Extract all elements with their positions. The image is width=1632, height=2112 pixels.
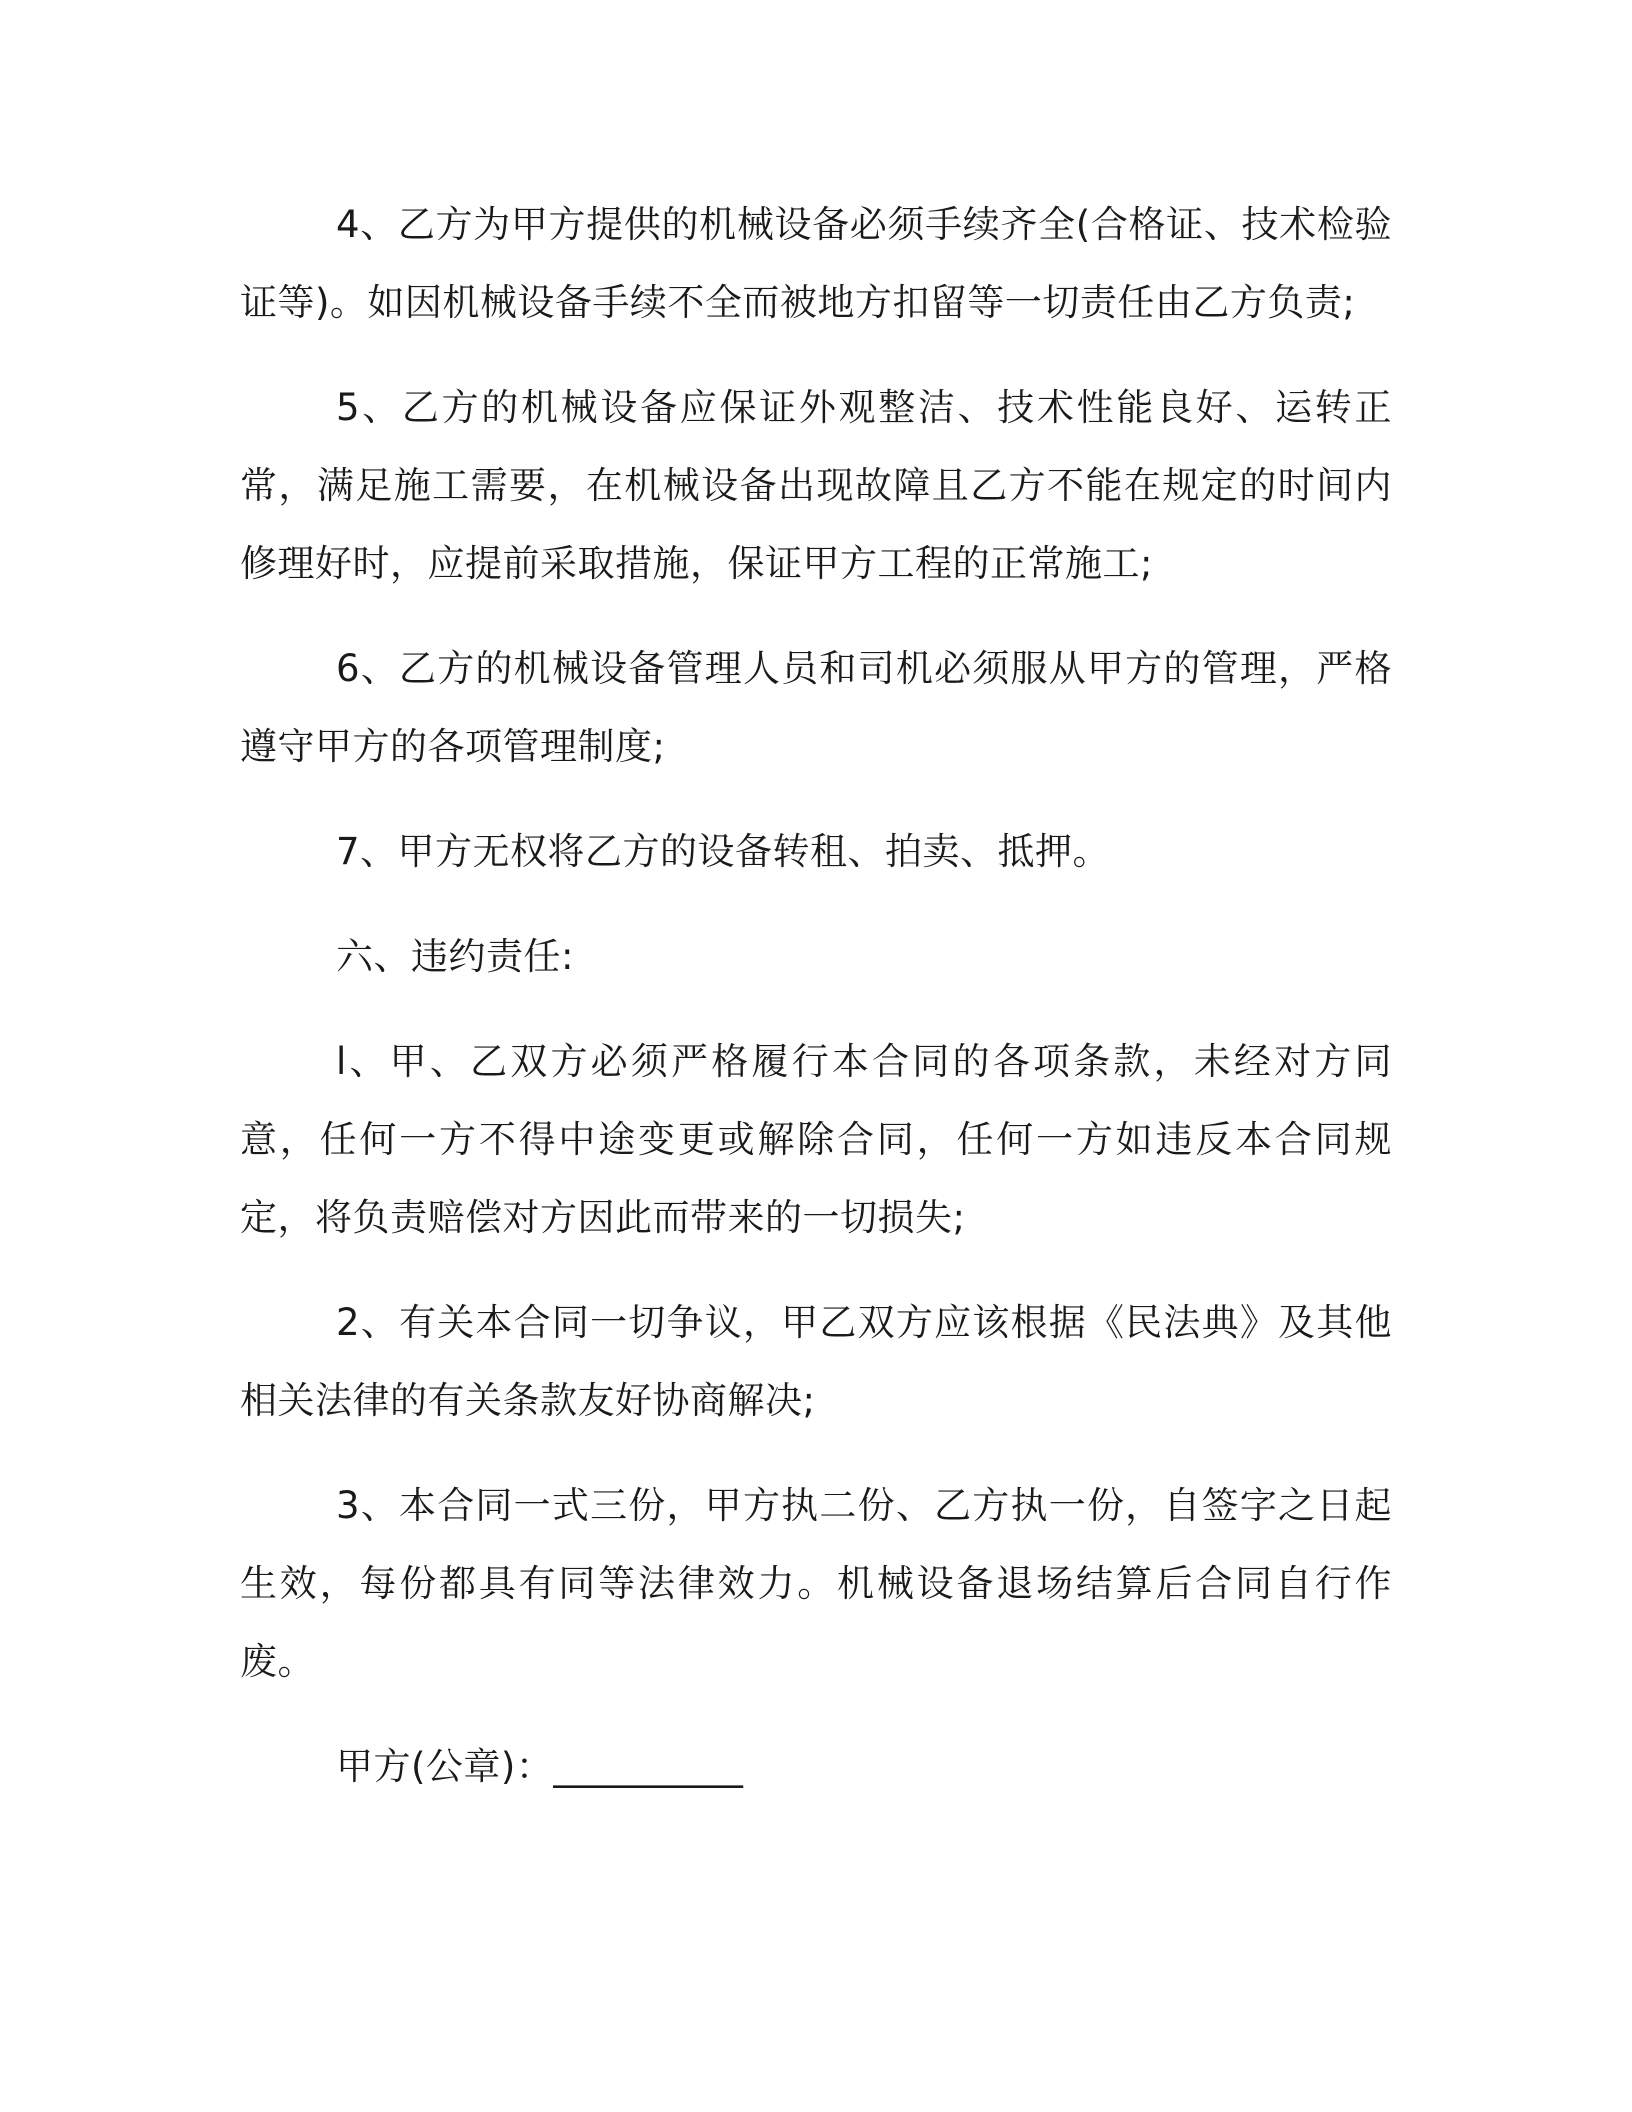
clause-4-equipment-documents: 4、乙方为甲方提供的机械设备必须手续齐全(合格证、技术检验证等)。如因机械设备手续不全而被地方扣留等一切责任由乙方负责; (240, 203, 1392, 324)
clause-2-disputes: 2、有关本合同一切争议，甲乙双方应该根据《民法典》及其他相关法律的有关条款友好协商解决; (240, 1301, 1392, 1422)
clause-1-performance: l、甲、乙双方必须严格履行本合同的各项条款，未经对方同意，任何一方不得中途变更或解除合同，任何一方如违反本合同规定，将负责赔偿对方因此而带来的一切损失; (240, 1040, 1392, 1239)
clause-5-equipment-condition: 5、乙方的机械设备应保证外观整洁、技术性能良好、运转正常，满足施工需要，在机械设备出现故障且乙方不能在规定的时间内修理好时，应提前采取措施，保证甲方工程的正常施工; (240, 386, 1392, 585)
party-a-seal-line: 甲方(公章)：__________ (336, 1745, 744, 1788)
clause-3-copies-validity: 3、本合同一式三份，甲方执二份、乙方执一份，自签字之日起生效，每份都具有同等法律效力。机械设备退场结算后合同自行作废。 (240, 1484, 1392, 1683)
section-heading-breach-liability: 六、违约责任: (336, 935, 574, 978)
document-body (240, 186, 1392, 1806)
clause-7-no-sublease: 7、甲方无权将乙方的设备转租、拍卖、抵押。 (336, 830, 1111, 873)
clause-6-personnel-management: 6、乙方的机械设备管理人员和司机必须服从甲方的管理，严格遵守甲方的各项管理制度; (240, 647, 1392, 768)
